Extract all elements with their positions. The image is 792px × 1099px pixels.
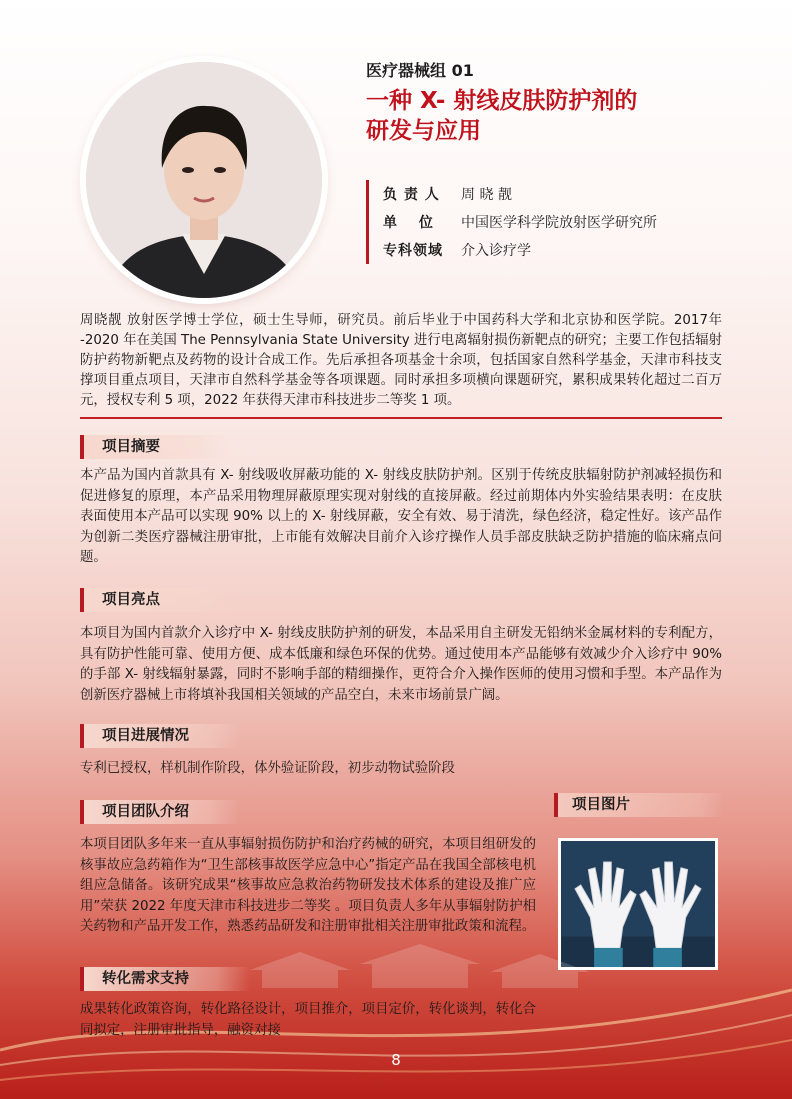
section-heading-picture: 项目图片 bbox=[554, 793, 724, 817]
section-heading-highlights: 项目亮点 bbox=[80, 588, 230, 612]
info-value: 周 晓 靓 bbox=[461, 187, 512, 203]
info-value: 介入诊疗学 bbox=[461, 243, 531, 259]
project-image bbox=[558, 838, 718, 970]
section-text-highlights: 本项目为国内首款介入诊疗中 X- 射线皮肤防护剂的研发，本品采用自主研发无铅纳米金属材料的专利配方，具有防护性能可靠、使用方便、成本低廉和绿色环保的优势。通过使用本产品能够有效减少介入诊疗中 90% 的手部 X- 射线辐射暴露，同时不影响手部的精细操作，更符合介入操作医师的使用习惯和手型。本产品作为创新医疗器械上市将填补我国相关领域的产品空白，未来市场前景广阔。 bbox=[80, 626, 722, 703]
section-text-transfer: 成果转化政策咨询，转化路径设计，项目推介，项目定价，转化谈判，转化合同拟定，注册审批指导，融资对接 bbox=[80, 1002, 536, 1038]
section-heading-transfer: 转化需求支持 bbox=[80, 967, 250, 991]
section-text-summary: 本产品为国内首款具有 X- 射线吸收屏蔽功能的 X- 射线皮肤防护剂。区别于传统皮肤辐射防护剂减轻损伤和促进修复的原理，本产品采用物理屏蔽原理实现对射线的直接屏蔽。经过前期体内外实验结果表明：在皮肤表面使用本产品可以实现 90% 以上的 X- 射线屏蔽，安全有效、易于清洗，绿色经济，稳定性好。该产品作为创新二类医疗器械注册审批，上市能有效解决目前介入诊疗操作人员手部皮肤缺乏防护措施的临床痛点问题。 bbox=[80, 468, 722, 566]
section-text-progress: 专利已授权，样机制作阶段，体外验证阶段，初步动物试验阶段 bbox=[80, 761, 455, 776]
portrait-photo bbox=[86, 62, 322, 298]
section-text-team: 本项目团队多年来一直从事辐射损伤防护和治疗药械的研究，本项目组研发的核事故应急药箱作为“卫生部核事故医学应急中心”指定产品在我国全部核电机组应急储备。该研究成果“核事故应急救治药物研发技术体系的建设及推广应用”荣获 2022 年度天津市科技进步二等奖 。项目负责人多年从事辐射防护相关药物和产品开发工作，熟悉药品研发和注册审批相关注册审批政策和流程。 bbox=[80, 837, 536, 935]
group-tag: 医疗器械组 01 bbox=[366, 61, 474, 80]
section-heading-progress: 项目进展情况 bbox=[80, 724, 240, 748]
title-line-1: 一种 X- 射线皮肤防护剂的 bbox=[366, 88, 638, 114]
info-key: 负 责 人 bbox=[383, 187, 440, 203]
divider bbox=[80, 417, 722, 419]
title-line-2: 研发与应用 bbox=[366, 118, 481, 144]
bio-paragraph: 周晓靓 放射医学博士学位，硕士生导师，研究员。前后毕业于中国药科大学和北京协和医学院。2017年 -2020 年在美国 The Pennsylvania State University 进行电离辐射损伤新靶点的研究；主要工作包括辐射防护药物新靶点及药物的设计合成工作。先后承担各项基金十余项，包括国家自然科学基金，天津市科技支撑项目重点项目，天津市自然科学基金等各项课题。同时承担多项横向课题研究，累积成果转化超过二百万元，授权专利 5 项，2022 年获得天津市科技进步二等奖 1 项。 bbox=[80, 313, 722, 408]
page-number: 8 bbox=[391, 1051, 401, 1069]
info-key: 专科领域 bbox=[383, 243, 443, 259]
info-row-field bbox=[383, 236, 657, 264]
info-row-unit bbox=[383, 208, 657, 236]
info-value: 中国医学科学院放射医学研究所 bbox=[461, 215, 657, 231]
info-block bbox=[366, 180, 657, 264]
info-key: 单 位 bbox=[383, 215, 434, 231]
page-title bbox=[366, 86, 696, 146]
section-heading-summary: 项目摘要 bbox=[80, 435, 230, 459]
section-heading-team: 项目团队介绍 bbox=[80, 800, 240, 824]
info-row-leader bbox=[383, 180, 657, 208]
